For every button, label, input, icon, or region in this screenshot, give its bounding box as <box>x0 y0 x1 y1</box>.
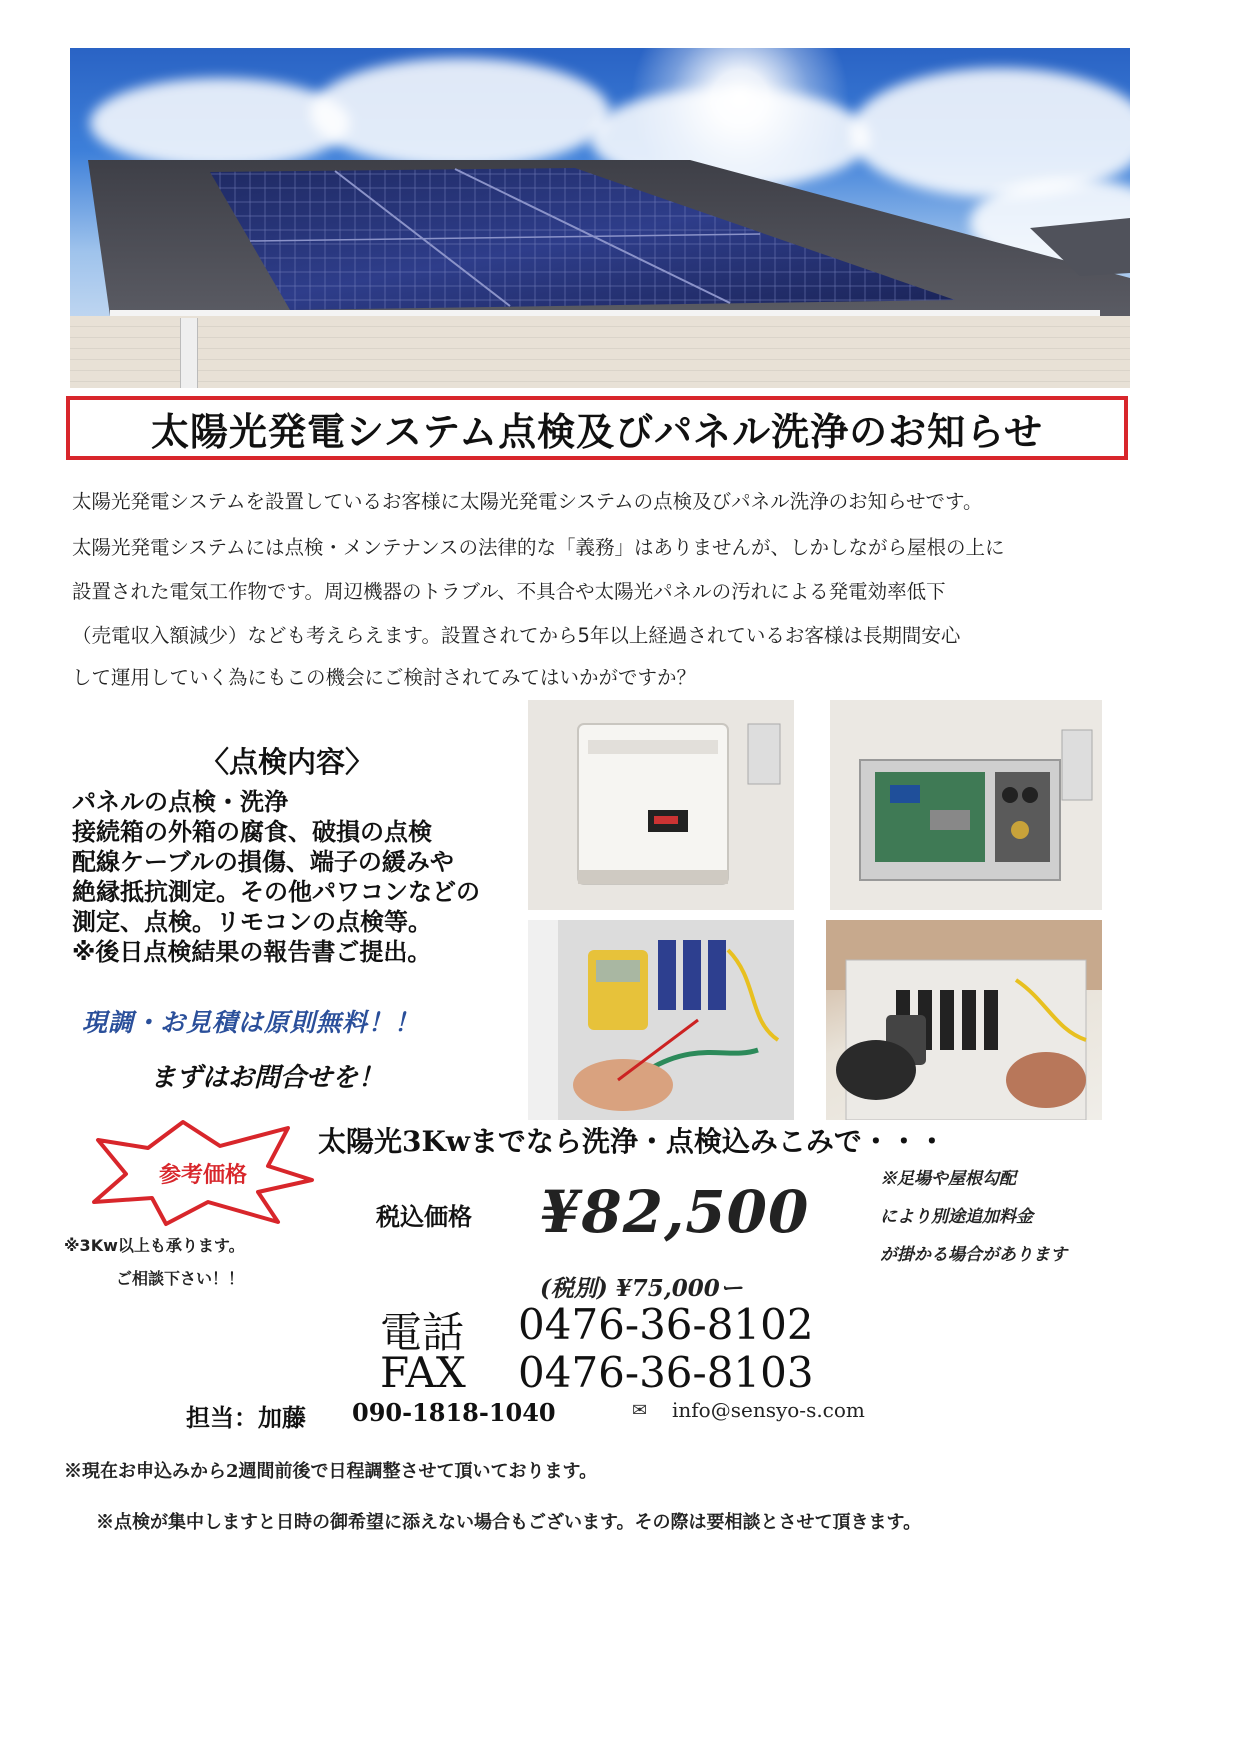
contact-cta-text: まずはお問合せを！ <box>150 1063 385 1093</box>
inspection-item: 測定、点検。リモコンの点検等。 <box>72 908 432 936</box>
downpipe <box>180 318 198 388</box>
price-amount: ¥82,500 <box>540 1178 810 1246</box>
over-3kw-note: ※3Kw以上も承ります。 <box>64 1236 245 1255</box>
extra-fee-note: により別途追加料金 <box>880 1207 1033 1227</box>
intro-line: して運用していく為にもこの機会にご検討されてみてはいかがですか？ <box>72 666 697 689</box>
mail-icon: ✉ <box>632 1400 648 1421</box>
page-title: 太陽光発電システム点検及びパネル洗浄のお知らせ <box>150 408 1044 454</box>
inspection-item: 配線ケーブルの損傷、端子の緩みや <box>72 848 454 876</box>
inspection-item: ※後日点検結果の報告書ご提出。 <box>72 938 432 966</box>
photo-power-conditioner <box>528 700 794 910</box>
schedule-note: ※現在お申込みから2週間前後で日程調整させて頂いております。 <box>64 1461 598 1482</box>
availability-note: ※点検が集中しますと日時の御希望に添えない場合もございます。その際は要相談とさせて頂きます。 <box>96 1512 922 1533</box>
intro-line: 設置された電気工作物です。周辺機器のトラブル、不具合や太陽光パネルの汚れによる発電効率低下 <box>72 580 946 603</box>
intro-line: 太陽光発電システムには点検・メンテナンスの法律的な「義務」はありませんが、しかしながら屋根の上に <box>72 536 1005 559</box>
intro-line: 太陽光発電システムを設置しているお客様に太陽光発電システムの点検及びパネル洗浄のお知らせです。 <box>72 490 983 513</box>
photo-breaker-panel-measurement <box>826 920 1102 1120</box>
inspection-item: パネルの点検・洗浄 <box>72 788 288 816</box>
contact-person: 担当：加藤 <box>186 1404 306 1432</box>
price-ex-tax: (税別) ¥75,000ー <box>540 1275 743 1302</box>
tax-included-label: 税込価格 <box>376 1203 472 1231</box>
consult-note: ご相談下さい！！ <box>116 1269 245 1288</box>
intro-line: （売電収入額減少）なども考えらえます。設置されてから5年以上経過されているお客様は長期間安心 <box>72 624 961 647</box>
mobile-number[interactable]: 090-1818-1040 <box>352 1398 556 1427</box>
free-estimate-text: 現調・お見積は原則無料！！ <box>82 1008 421 1037</box>
phone-number[interactable]: 0476-36-8102 <box>518 1300 814 1349</box>
house-wall-siding <box>70 316 1130 388</box>
email-address[interactable]: info@sensyo-s.com <box>672 1398 865 1422</box>
title-banner <box>66 396 1128 460</box>
phone-label: 電話 <box>380 1308 465 1357</box>
extra-fee-note: が掛かる場合があります <box>880 1245 1067 1265</box>
fax-number: 0476-36-8103 <box>518 1348 814 1397</box>
inspection-item: 絶縁抵抗測定。その他パワコンなどの <box>72 878 480 906</box>
inspection-heading: 〈点検内容〉 <box>200 745 375 779</box>
price-lead-text: 太陽光3Kwまでなら洗浄・点検込みこみで・・・ <box>318 1125 946 1158</box>
extra-fee-note: ※足場や屋根勾配 <box>880 1169 1016 1189</box>
inspection-item: 接続箱の外箱の腐食、破損の点検 <box>72 818 432 846</box>
photo-junction-box-testing <box>528 920 794 1120</box>
fax-label: FAX <box>380 1348 466 1397</box>
photo-inverter-circuit-board <box>830 700 1102 910</box>
hero-solar-roof-photo <box>70 48 1130 388</box>
reference-price-badge: 参考価格 <box>158 1162 247 1188</box>
